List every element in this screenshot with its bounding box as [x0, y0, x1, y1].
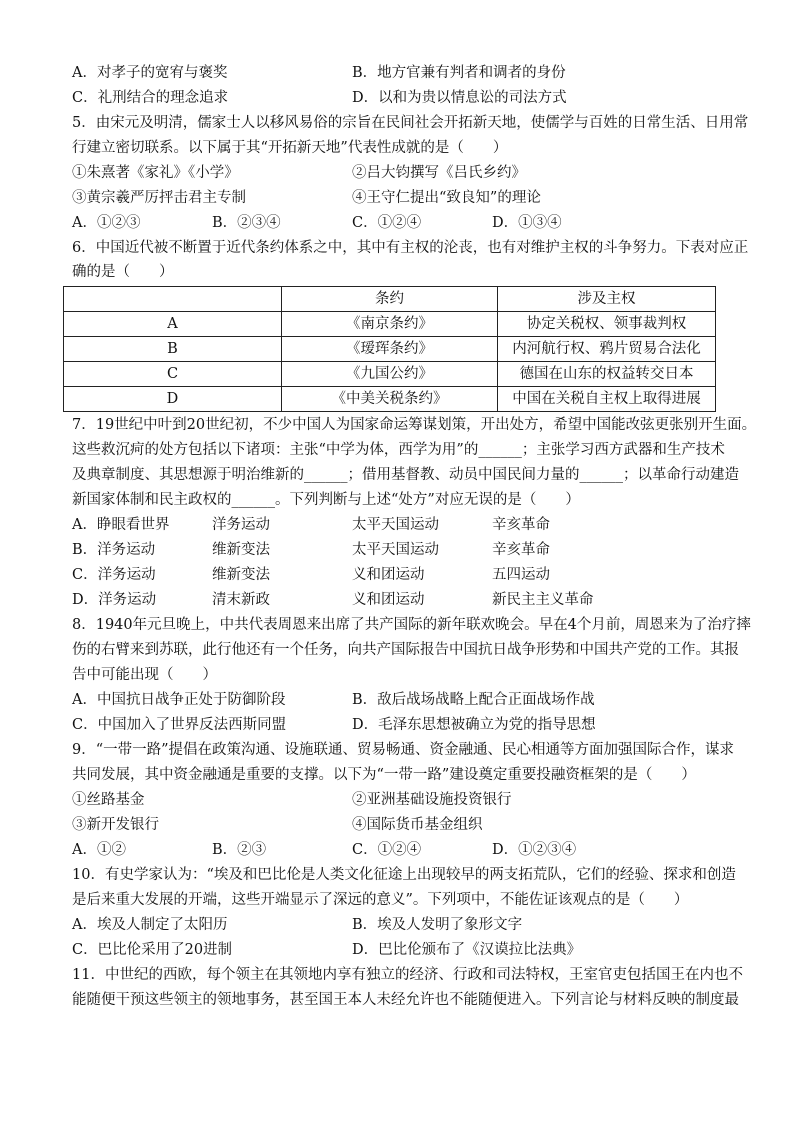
q5-option-c[interactable]: C．①②④ [352, 215, 422, 231]
table-cell: 内河航行权、鸦片贸易合法化 [498, 337, 716, 362]
q5-item-1: ①朱熹著《家礼》《小学》 [72, 165, 239, 181]
q8-stem: 伤的右臂来到苏联，此行他还有一个任务，向共产国际报告中国抗日战争形势和中国共产党的工作。其报 [72, 642, 739, 658]
q7-stem: 及典章制度、其思想源于明治维新的______；借用基督教、动员中国民间力量的______；以革命行动建造 [72, 467, 739, 483]
q7-option-a[interactable]: A．睁眼看世界 [72, 517, 170, 533]
q11-stem: 11．中世纪的西欧，每个领主在其领地内享有独立的经济、行政和司法特权，王室官吏包括国王在内也不 [72, 967, 743, 983]
q7-option-c-part: 五四运动 [492, 567, 550, 583]
q5-option-a[interactable]: A．①②③ [72, 215, 141, 231]
table-cell: A [64, 312, 282, 337]
table-cell: 协定关税权、领事裁判权 [498, 312, 716, 337]
q7-option-c-part: 维新变法 [212, 567, 270, 583]
q7-option-d-part: 义和团运动 [352, 592, 425, 608]
table-header-cell [64, 287, 282, 312]
q7-option-b-part: 太平天国运动 [352, 542, 439, 558]
q7-option-d[interactable]: D．洋务运动 [72, 592, 157, 608]
q5-option-b[interactable]: B．②③④ [212, 215, 281, 231]
q7-stem: 这些救沉疴的处方包括以下诸项：主张“中学为体，西学为用”的______；主张学习西方武器和生产技术 [72, 442, 725, 458]
q8-option-d[interactable]: D．毛泽东思想被确立为党的指导思想 [352, 717, 596, 733]
q9-option-d[interactable]: D．①②③④ [492, 842, 577, 858]
q7-option-a-part: 太平天国运动 [352, 517, 439, 533]
q7-option-b[interactable]: B．洋务运动 [72, 542, 156, 558]
q5-item-3: ③黄宗羲严厉抨击君主专制 [72, 190, 246, 206]
q4-option-d[interactable]: D．以和为贵以情息讼的司法方式 [352, 90, 567, 106]
q5-stem: 5．由宋元及明清，儒家士人以移风易俗的宗旨在民间社会开拓新天地，使儒学与百姓的日常生活、日用常 [72, 115, 749, 131]
q7-option-b-part: 维新变法 [212, 542, 270, 558]
q7-stem: 新国家体制和民主政权的______。下列判断与上述“处方”对应无误的是（ ） [72, 492, 580, 508]
q9-item-3: ③新开发银行 [72, 817, 159, 833]
q5-item-2: ②吕大钧撰写《吕氏乡约》 [352, 165, 526, 181]
table-row [64, 387, 716, 412]
q9-item-1: ①丝路基金 [72, 792, 145, 808]
q10-option-d[interactable]: D．巴比伦颁布了《汉谟拉比法典》 [352, 942, 582, 958]
q7-option-c-part: 义和团运动 [352, 567, 425, 583]
q7-option-d-part: 清末新政 [212, 592, 270, 608]
q10-option-b[interactable]: B．埃及人发明了象形文字 [352, 917, 523, 933]
table-header-row [64, 287, 716, 312]
table-header-cell: 涉及主权 [498, 287, 716, 312]
q7-option-a-part: 洋务运动 [212, 517, 270, 533]
table-header-cell: 条约 [282, 287, 498, 312]
q9-item-2: ②亚洲基础设施投资银行 [352, 792, 512, 808]
q6-stem: 6．中国近代被不断置于近代条约体系之中，其中有主权的沦丧，也有对维护主权的斗争努力。下表对应正 [72, 240, 749, 256]
table-cell: 《瑷珲条约》 [282, 337, 498, 362]
table-cell: 德国在山东的权益转交日本 [498, 362, 716, 387]
table-row [64, 337, 716, 362]
q10-stem: 是后来重大发展的开端，这些开端显示了深远的意义”。下列项中，不能佐证该观点的是（ ） [72, 892, 689, 908]
q8-stem: 告中可能出现（ ） [72, 667, 217, 683]
table-cell: 《中美关税条约》 [282, 387, 498, 412]
q7-option-c[interactable]: C．洋务运动 [72, 567, 156, 583]
q4-option-a[interactable]: A．对孝子的宽宥与褒奖 [72, 65, 228, 81]
q6-stem: 确的是（ ） [72, 264, 174, 280]
q9-stem: 共同发展，其中资金融通是重要的支撑。以下为“一带一路”建设奠定重要投融资框架的是（ ） [72, 767, 696, 783]
q10-stem: 10．有史学家认为：“埃及和巴比伦是人类文化征途上出现较早的两支拓荒队，它们的经验、探求和创造 [72, 867, 736, 883]
q10-option-c[interactable]: C．巴比伦采用了20进制 [72, 942, 233, 958]
q7-stem: 7．19世纪中叶到20世纪初，不少中国人为国家命运筹谋划策，开出处方，希望中国能改弦更张别开生面。 [72, 417, 757, 433]
q9-stem: 9．“一带一路”提倡在政策沟通、设施联通、贸易畅通、资金融通、民心相通等方面加强国际合作，谋求 [72, 742, 735, 758]
q9-option-c[interactable]: C．①②④ [352, 842, 422, 858]
table-cell: 《九国公约》 [282, 362, 498, 387]
q6-table [63, 286, 716, 412]
table-cell: B [64, 337, 282, 362]
q8-option-b[interactable]: B．敌后战场战略上配合正面战场作战 [352, 692, 595, 708]
table-row [64, 362, 716, 387]
q8-stem: 8．1940年元旦晚上，中共代表周恩来出席了共产国际的新年联欢晚会。早在4个月前，周恩来为了治疗摔 [72, 617, 751, 633]
table-cell: 中国在关税自主权上取得进展 [498, 387, 716, 412]
q8-option-c[interactable]: C．中国加入了世界反法西斯同盟 [72, 717, 287, 733]
q9-item-4: ④国际货币基金组织 [352, 817, 483, 833]
q4-option-b[interactable]: B．地方官兼有判者和调者的身份 [352, 65, 566, 81]
q7-option-d-part: 新民主主义革命 [492, 592, 594, 608]
table-cell: 《南京条约》 [282, 312, 498, 337]
table-cell: D [64, 387, 282, 412]
q10-option-a[interactable]: A．埃及人制定了太阳历 [72, 917, 228, 933]
q5-item-4: ④王守仁提出“致良知”的理论 [352, 190, 541, 206]
q7-option-b-part: 辛亥革命 [492, 542, 550, 558]
q4-option-c[interactable]: C．礼刑结合的理念追求 [72, 90, 229, 106]
q5-stem: 行建立密切联系。以下属于其“开拓新天地”代表性成就的是（ ） [72, 140, 508, 156]
q5-option-d[interactable]: D．①③④ [492, 215, 562, 231]
q8-option-a[interactable]: A．中国抗日战争正处于防御阶段 [72, 692, 286, 708]
table-row [64, 312, 716, 337]
q7-option-a-part: 辛亥革命 [492, 517, 550, 533]
q11-stem: 能随便干预这些领主的领地事务，甚至国王本人未经允许也不能随便进入。下列言论与材料反映的制度最 [72, 992, 739, 1008]
table-cell: C [64, 362, 282, 387]
q9-option-b[interactable]: B．②③ [212, 842, 267, 858]
q9-option-a[interactable]: A．①② [72, 842, 126, 858]
